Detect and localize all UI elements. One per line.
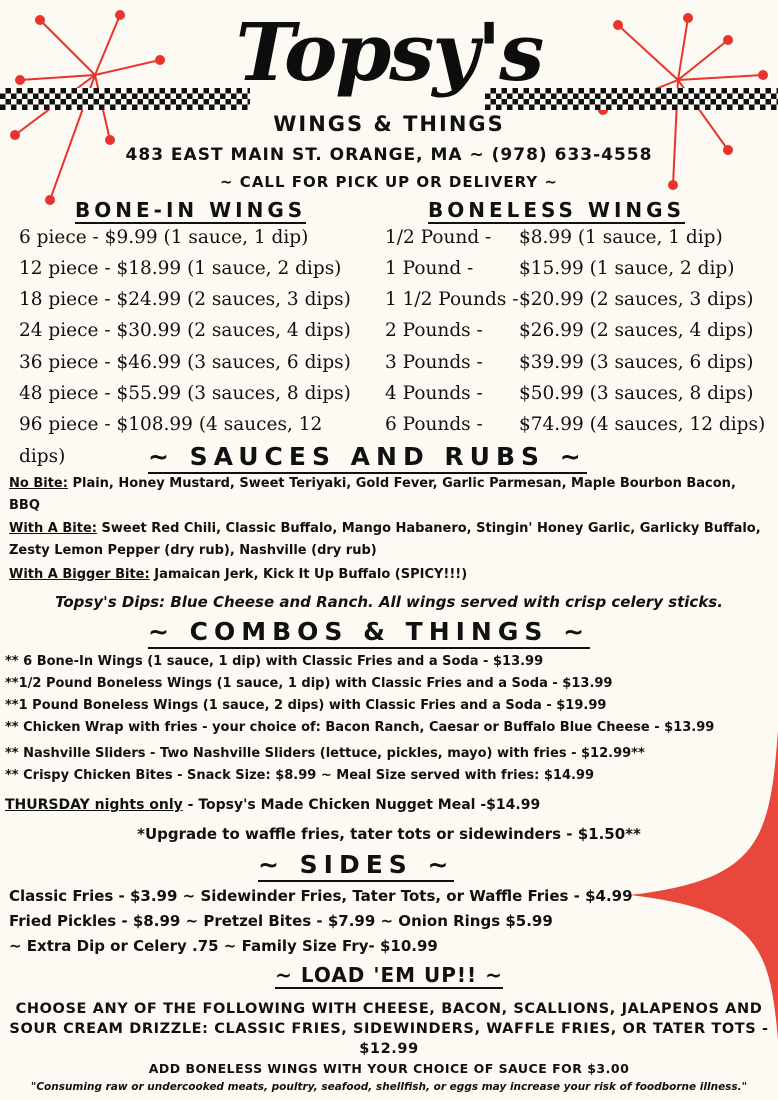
list-item-size: 1 Pound -: [385, 258, 474, 279]
load-up-addon: ADD BONELESS WINGS WITH YOUR CHOICE OF SAUCE FOR $3.00: [148, 1061, 630, 1076]
list-item: 6 piece - $9.99 (1 sauce, 1 dip): [19, 227, 309, 248]
load-up-title-text: ~ LOAD 'EM UP!! ~: [275, 963, 503, 987]
combo-item: **1/2 Pound Boneless Wings (1 sauce, 1 dip) with Classic Fries and a Soda - $13.99: [5, 676, 613, 691]
bigger-bite-label: With A Bigger Bite:: [9, 567, 150, 582]
logo: Topsy's: [235, 5, 543, 99]
list-item-price: $39.99 (3 sauces, 6 dips): [519, 352, 754, 373]
list-item: dips): [19, 446, 66, 467]
thursday-label: THURSDAY nights only: [5, 797, 183, 813]
list-item-size: 2 Pounds -: [385, 320, 483, 341]
with-bite-text: Sweet Red Chili, Classic Buffalo, Mango Habanero, Stingin' Honey Garlic, Garlicky Buffalo,: [96, 521, 761, 536]
combo-item: ** 6 Bone-In Wings (1 sauce, 1 dip) with Classic Fries and a Soda - $13.99: [5, 654, 544, 669]
thursday-special: [5, 797, 540, 813]
list-item: 36 piece - $46.99 (3 sauces, 6 dips): [19, 352, 351, 373]
list-item: 18 piece - $24.99 (2 sauces, 3 dips): [19, 289, 351, 310]
list-item: 24 piece - $30.99 (2 sauces, 4 dips): [19, 320, 351, 341]
combo-item: ** Chicken Wrap with fries - your choice of: Bacon Ranch, Caesar or Buffalo Blue Cheese - $13.99: [5, 720, 715, 735]
list-item: 48 piece - $55.99 (3 sauces, 8 dips): [19, 383, 351, 404]
sauce-line-no-bite: [9, 476, 736, 491]
list-item-size: 1 1/2 Pounds -: [385, 289, 519, 310]
disclaimer: "Consuming raw or undercooked meats, poultry, seafood, shellfish, or eggs may increase your risk of foodborne illness.": [30, 1081, 748, 1093]
sauce-line-with-bite: [9, 521, 761, 536]
load-up-line: SOUR CREAM DRIZZLE: CLASSIC FRIES, SIDEWINDERS, WAFFLE FRIES, OR TATER TOTS -: [9, 1021, 769, 1037]
with-bite-label: With A Bite:: [9, 521, 97, 536]
address: 483 EAST MAIN ST. ORANGE, MA ~ (978) 633-4558: [125, 145, 653, 165]
list-item-price: $50.99 (3 sauces, 8 dips): [519, 383, 754, 404]
sauce-line-with-bite-2: Zesty Lemon Pepper (dry rub), Nashville (dry rub): [9, 543, 377, 558]
combo-item: ** Crispy Chicken Bites - Snack Size: $8.99 ~ Meal Size served with fries: $14.99: [5, 768, 595, 783]
no-bite-text: Plain, Honey Mustard, Sweet Teriyaki, Gold Fever, Garlic Parmesan, Maple Bourbon Bacon,: [67, 476, 736, 491]
red-star-icon: [620, 730, 778, 1040]
list-item-size: 1/2 Pound -: [385, 227, 492, 248]
load-up-price: $12.99: [359, 1041, 419, 1057]
list-item-price: $8.99 (1 sauce, 1 dip): [519, 227, 723, 248]
boneless-title: BONELESS WINGS: [428, 198, 685, 222]
list-item-size: 6 Pounds -: [385, 414, 483, 435]
list-item-price: $15.99 (1 sauce, 2 dip): [519, 258, 735, 279]
combos-title: ~ COMBOS & THINGS ~: [148, 617, 590, 649]
sides-line: Fried Pickles - $8.99 ~ Pretzel Bites - $7.99 ~ Onion Rings $5.99: [9, 912, 553, 930]
list-item-price: $74.99 (4 sauces, 12 dips): [519, 414, 766, 435]
load-up-line: CHOOSE ANY OF THE FOLLOWING WITH CHEESE, BACON, SCALLIONS, JALAPENOS AND: [15, 1001, 763, 1017]
combo-item: **1 Pound Boneless Wings (1 sauce, 2 dips) with Classic Fries and a Soda - $19.99: [5, 698, 607, 713]
subtitle: WINGS & THINGS: [273, 112, 505, 136]
list-item-size: 4 Pounds -: [385, 383, 483, 404]
call-banner: ~ CALL FOR PICK UP OR DELIVERY ~: [220, 173, 558, 191]
bone-in-title: BONE-IN WINGS: [75, 198, 307, 222]
sauce-line-bigger-bite: [9, 567, 467, 582]
thursday-text: - Topsy's Made Chicken Nugget Meal -$14.99: [182, 797, 541, 813]
list-item-price: $20.99 (2 sauces, 3 dips): [519, 289, 754, 310]
load-up-title: [0, 963, 778, 987]
list-item: 12 piece - $18.99 (1 sauce, 2 dips): [19, 258, 342, 279]
sides-line: Classic Fries - $3.99 ~ Sidewinder Fries, Tater Tots, or Waffle Fries - $4.99: [9, 887, 633, 905]
sides-line: ~ Extra Dip or Celery .75 ~ Family Size Fry- $10.99: [9, 937, 438, 955]
sides-title: ~ SIDES ~: [258, 850, 454, 882]
upgrade-note: *Upgrade to waffle fries, tater tots or sidewinders - $1.50**: [137, 825, 641, 843]
combo-item: ** Nashville Sliders - Two Nashville Sliders (lettuce, pickles, mayo) with fries - $12.99**: [5, 746, 645, 761]
dips-note: Topsy's Dips: Blue Cheese and Ranch. All wings served with crisp celery sticks.: [55, 593, 723, 611]
list-item-size: 3 Pounds -: [385, 352, 483, 373]
sauce-line-no-bite-2: BBQ: [9, 498, 40, 513]
bigger-bite-text: Jamaican Jerk, Kick It Up Buffalo (SPICY!!!): [149, 567, 468, 582]
sauces-title: ~ SAUCES AND RUBS ~: [148, 442, 587, 474]
list-item-price: $26.99 (2 sauces, 4 dips): [519, 320, 754, 341]
list-item: 96 piece - $108.99 (4 sauces, 12: [19, 414, 323, 435]
no-bite-label: No Bite:: [9, 476, 68, 491]
